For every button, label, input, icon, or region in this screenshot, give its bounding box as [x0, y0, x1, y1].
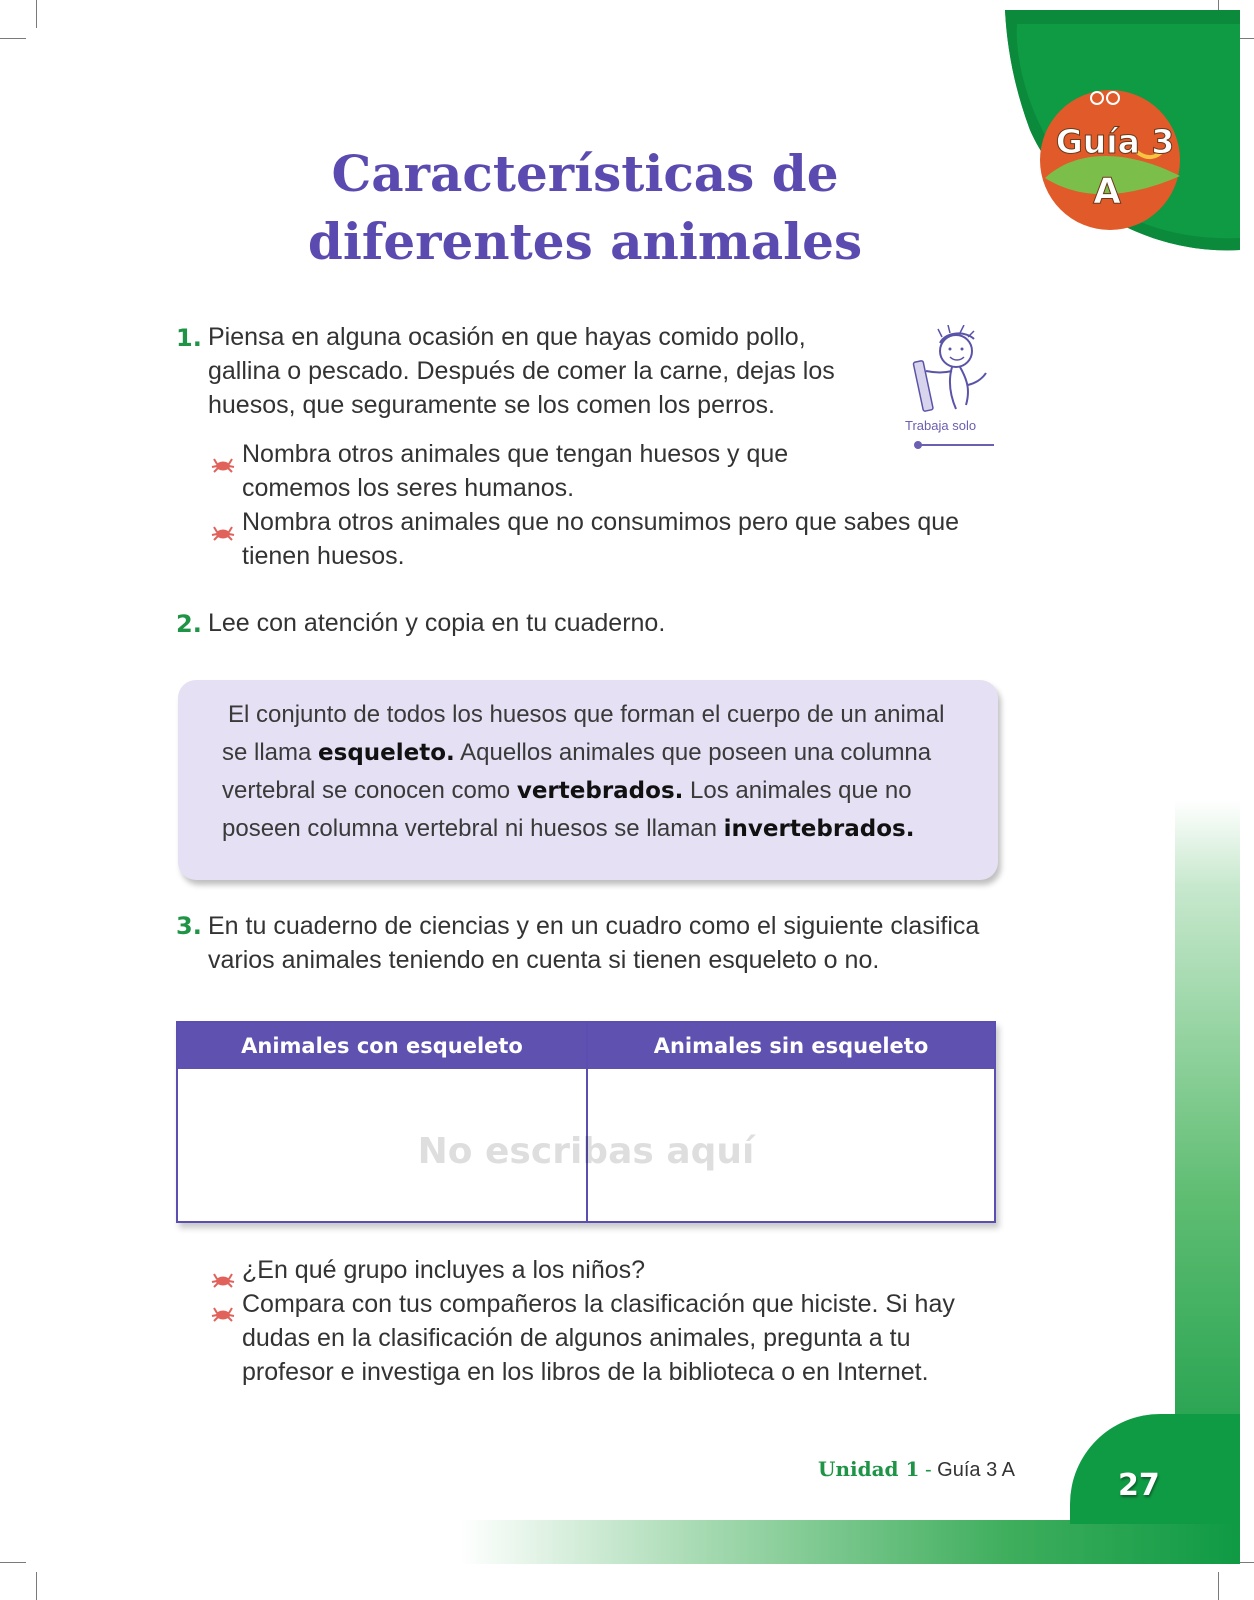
page-number: 27 [1118, 1468, 1160, 1503]
activity-3-number: 3. [176, 912, 202, 940]
definition-line-4 [222, 814, 914, 844]
badge-guide-label: Guía 3 [1055, 122, 1175, 161]
footer-guide: Guía 3 A [937, 1459, 1016, 1481]
do-not-write-watermark: No escribas aquí [417, 1131, 755, 1172]
child-with-pencil-icon [912, 325, 994, 425]
activity-1-line-2: gallina o pescado. Después de comer la carne, dejas los [208, 357, 835, 385]
crab-bullet-icon [210, 455, 236, 473]
crop-mark [1218, 1572, 1219, 1600]
definition-text: poseen columna vertebral ni huesos se llaman [222, 815, 724, 842]
activity-1-number: 1. [176, 324, 202, 352]
activity-3-line-2: varios animales teniendo en cuenta si tienen esqueleto o no. [208, 946, 880, 974]
title-line-1: Características de [331, 144, 839, 203]
bottom-green-strip [460, 1520, 1240, 1564]
activity-1-line-1: Piensa en alguna ocasión en que hayas comido pollo, [208, 323, 806, 351]
table-header-without-skeleton: Animales sin esqueleto [653, 1034, 929, 1058]
activity-1-bullet-2-line-2: tienen huesos. [242, 542, 405, 570]
definition-text: vertebral se conocen como [222, 777, 517, 804]
crab-bullet-icon [210, 1270, 236, 1288]
classification-table [176, 1021, 996, 1223]
activity-3-bullet-2-line-1: Compara con tus compañeros la clasificación que hiciste. Si hay [242, 1290, 955, 1318]
activity-1-bullet-1-line-2: comemos los seres humanos. [242, 474, 575, 502]
activity-1-bullet-1-line-1: Nombra otros animales que tengan huesos y que [242, 440, 789, 468]
activity-3-line-1: En tu cuaderno de ciencias y en un cuadro como el siguiente clasifica [208, 912, 980, 940]
definition-text: Los animales que no [683, 777, 912, 804]
activity-3-bullet-2-line-2: dudas en la clasificación de algunos animales, pregunta a tu [242, 1324, 911, 1352]
crop-mark [36, 1572, 37, 1600]
activity-1-line-3: huesos, que seguramente se los comen los perros. [208, 391, 775, 419]
crab-bullet-icon [210, 1304, 236, 1322]
crop-mark [0, 38, 26, 39]
activity-3-bullet-2-line-3: profesor e investiga en los libros de la biblioteca o en Internet. [242, 1358, 929, 1386]
activity-3-bullet-1-line-1: ¿En qué grupo incluyes a los niños? [242, 1256, 646, 1284]
table-column-divider [586, 1023, 588, 1221]
footer-separator: - [919, 1459, 938, 1481]
crop-mark [36, 0, 37, 28]
activity-1-bullet-2-line-1: Nombra otros animales que no consumimos pero que sabes que [242, 508, 960, 536]
crab-bullet-icon [210, 523, 236, 541]
definition-line-1: El conjunto de todos los huesos que forman el cuerpo de un animal [228, 701, 945, 728]
footer-unit-label [818, 1457, 1015, 1482]
term-esqueleto: esqueleto. [318, 740, 455, 766]
definition-text: Aquellos animales que poseen una columna [454, 739, 932, 766]
side-green-strip [1175, 800, 1240, 1520]
table-header-with-skeleton: Animales con esqueleto [241, 1034, 523, 1058]
definition-line-3 [222, 776, 912, 806]
badge-letter: A [1093, 171, 1121, 212]
term-invertebrados: invertebrados. [723, 816, 915, 842]
activity-2-text: Lee con atención y copia en tu cuaderno. [208, 609, 666, 637]
footer-unit: Unidad 1 [818, 1457, 920, 1481]
definition-text: se llama [222, 739, 319, 766]
guide-badge [1005, 10, 1250, 255]
page-title [240, 140, 930, 276]
activity-2-number: 2. [176, 610, 202, 638]
kid-label-underline [918, 444, 994, 446]
term-vertebrados: vertebrados. [516, 778, 684, 804]
definition-line-2 [222, 738, 931, 768]
kid-icon-label: Trabaja solo [905, 418, 977, 433]
crop-mark [0, 1562, 26, 1563]
title-line-2: diferentes animales [307, 212, 863, 271]
